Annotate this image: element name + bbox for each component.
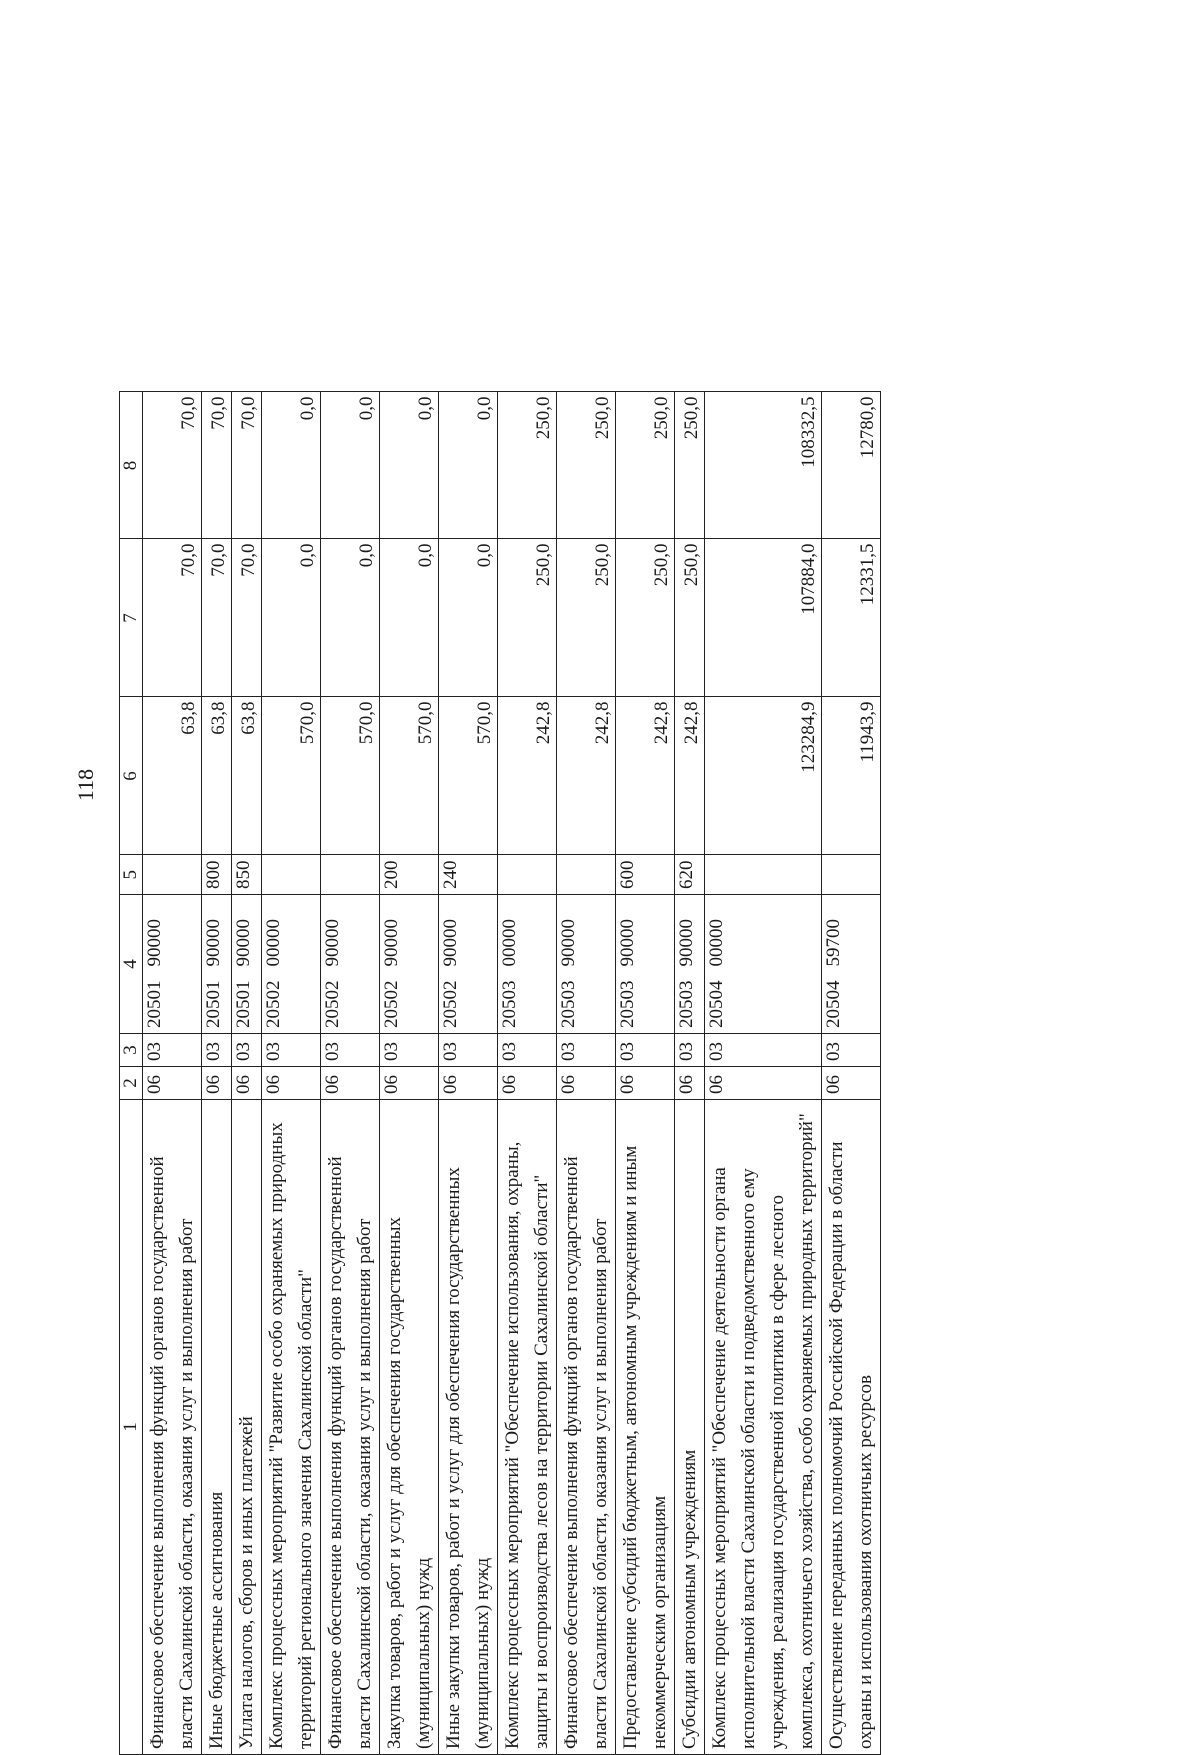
target-article-part-1: 20501 <box>203 981 225 1029</box>
amount-col-6: 242,8 <box>616 697 675 855</box>
amount-col-6: 63,8 <box>232 697 262 855</box>
amount-col-7: 70,0 <box>232 539 262 697</box>
expense-type-code: 800 <box>202 855 232 895</box>
row-description: Комплекс процессных мероприятий "Обеспечение использования, охраны, защиты и воспроизводства лесов на территории Сахалинской области" <box>498 1100 557 1755</box>
target-article-part-2: 90000 <box>203 919 225 967</box>
amount-col-6: 63,8 <box>143 697 202 855</box>
amount-col-8: 70,0 <box>143 392 202 539</box>
table-row <box>232 392 262 1755</box>
row-description: Иные закупки товаров, работ и услуг для обеспечения государственных (муниципальных) нужд <box>439 1100 498 1755</box>
target-article-code <box>380 895 439 1034</box>
amount-col-6: 63,8 <box>202 697 232 855</box>
target-article-part-1: 20502 <box>322 981 344 1029</box>
target-article-code <box>262 895 321 1034</box>
target-article-part-2: 90000 <box>440 919 462 967</box>
target-article-code <box>143 895 202 1034</box>
amount-col-8: 0,0 <box>380 392 439 539</box>
amount-col-6: 570,0 <box>321 697 380 855</box>
page-number: 118 <box>71 765 101 805</box>
row-description: Уплата налогов, сборов и иных платежей <box>232 1100 262 1755</box>
table-row <box>705 392 822 1755</box>
section-code: 06 <box>616 1067 675 1100</box>
header-col-6: 6 <box>120 697 143 855</box>
expense-type-code: 600 <box>616 855 675 895</box>
table-row <box>202 392 232 1755</box>
target-article-part-2: 90000 <box>233 919 255 967</box>
subsection-code: 03 <box>439 1034 498 1067</box>
header-col-7: 7 <box>120 539 143 697</box>
table-row <box>822 392 881 1755</box>
section-code: 06 <box>143 1067 202 1100</box>
amount-col-8: 70,0 <box>232 392 262 539</box>
expense-type-code <box>262 855 321 895</box>
amount-col-7: 12331,5 <box>822 539 881 697</box>
subsection-code: 03 <box>498 1034 557 1067</box>
section-code: 06 <box>232 1067 262 1100</box>
amount-col-8: 108332,5 <box>705 392 822 539</box>
amount-col-7: 107884,0 <box>705 539 822 697</box>
budget-table <box>119 392 881 1755</box>
subsection-code: 03 <box>822 1034 881 1067</box>
expense-type-code: 620 <box>675 855 705 895</box>
amount-col-7: 0,0 <box>439 539 498 697</box>
target-article-code <box>616 895 675 1034</box>
target-article-part-1: 20502 <box>440 981 462 1029</box>
section-code: 06 <box>321 1067 380 1100</box>
header-col-8: 8 <box>120 392 143 539</box>
amount-col-7: 250,0 <box>675 539 705 697</box>
table-row <box>262 392 321 1755</box>
target-article-code <box>202 895 232 1034</box>
subsection-code: 03 <box>232 1034 262 1067</box>
expense-type-code <box>557 855 616 895</box>
amount-col-8: 0,0 <box>262 392 321 539</box>
amount-col-7: 0,0 <box>380 539 439 697</box>
table-row <box>380 392 439 1755</box>
amount-col-8: 250,0 <box>498 392 557 539</box>
header-col-1: 1 <box>120 1100 143 1755</box>
amount-col-8: 250,0 <box>557 392 616 539</box>
target-article-part-2: 90000 <box>144 919 166 967</box>
target-article-part-2: 59700 <box>823 919 845 967</box>
target-article-code <box>675 895 705 1034</box>
amount-col-6: 570,0 <box>262 697 321 855</box>
expense-type-code <box>822 855 881 895</box>
target-article-code <box>498 895 557 1034</box>
section-code: 06 <box>262 1067 321 1100</box>
expense-type-code <box>321 855 380 895</box>
expense-type-code <box>705 855 822 895</box>
target-article-part-1: 20504 <box>823 981 845 1029</box>
amount-col-8: 250,0 <box>675 392 705 539</box>
section-code: 06 <box>380 1067 439 1100</box>
row-description: Комплекс процессных мероприятий "Обеспечение деятельности органа исполнительной власти Сахалинской области и подведомственного ему учреждения, реализация государственной политики в сфере лесного комплекса, охотничьего хозяйства, особо охраняемых природных территорий" <box>705 1100 822 1755</box>
row-description: Осуществление переданных полномочий Российской Федерации в области охраны и использования охотничьих ресурсов <box>822 1100 881 1755</box>
expense-type-code <box>143 855 202 895</box>
amount-col-6: 570,0 <box>380 697 439 855</box>
section-code: 06 <box>202 1067 232 1100</box>
target-article-part-2: 90000 <box>617 919 639 967</box>
amount-col-6: 242,8 <box>557 697 616 855</box>
section-code: 06 <box>439 1067 498 1100</box>
target-article-part-2: 00000 <box>706 919 728 967</box>
table-row <box>143 392 202 1755</box>
table-header-row <box>120 392 143 1755</box>
table-row <box>498 392 557 1755</box>
table-row <box>616 392 675 1755</box>
amount-col-7: 250,0 <box>498 539 557 697</box>
subsection-code: 03 <box>557 1034 616 1067</box>
subsection-code: 03 <box>262 1034 321 1067</box>
section-code: 06 <box>822 1067 881 1100</box>
target-article-part-2: 00000 <box>499 919 521 967</box>
amount-col-6: 123284,9 <box>705 697 822 855</box>
target-article-code <box>705 895 822 1034</box>
row-description: Комплекс процессных мероприятий "Развитие особо охраняемых природных территорий регионального значения Сахалинской области" <box>262 1100 321 1755</box>
target-article-part-1: 20503 <box>499 981 521 1029</box>
row-description: Закупка товаров, работ и услуг для обеспечения государственных (муниципальных) нужд <box>380 1100 439 1755</box>
amount-col-6: 242,8 <box>498 697 557 855</box>
amount-col-6: 570,0 <box>439 697 498 855</box>
target-article-part-2: 00000 <box>263 919 285 967</box>
target-article-code <box>321 895 380 1034</box>
row-description: Субсидии автономным учреждениям <box>675 1100 705 1755</box>
expense-type-code: 200 <box>380 855 439 895</box>
amount-col-7: 0,0 <box>321 539 380 697</box>
table-row <box>321 392 380 1755</box>
table-row <box>675 392 705 1755</box>
target-article-part-1: 20503 <box>676 981 698 1029</box>
amount-col-8: 0,0 <box>321 392 380 539</box>
expense-type-code: 240 <box>439 855 498 895</box>
amount-col-7: 70,0 <box>143 539 202 697</box>
header-col-5: 5 <box>120 855 143 895</box>
amount-col-8: 70,0 <box>202 392 232 539</box>
subsection-code: 03 <box>616 1034 675 1067</box>
section-code: 06 <box>675 1067 705 1100</box>
amount-col-7: 250,0 <box>557 539 616 697</box>
amount-col-8: 12780,0 <box>822 392 881 539</box>
target-article-code <box>232 895 262 1034</box>
target-article-part-1: 20502 <box>263 981 285 1029</box>
row-description: Иные бюджетные ассигнования <box>202 1100 232 1755</box>
table-row <box>557 392 616 1755</box>
target-article-part-2: 90000 <box>381 919 403 967</box>
section-code: 06 <box>557 1067 616 1100</box>
target-article-part-1: 20501 <box>144 981 166 1029</box>
header-col-4: 4 <box>120 895 143 1034</box>
row-description: Финансовое обеспечение выполнения функций органов государственной власти Сахалинской области, оказания услуг и выполнения работ <box>557 1100 616 1755</box>
row-description: Финансовое обеспечение выполнения функций органов государственной власти Сахалинской области, оказания услуг и выполнения работ <box>321 1100 380 1755</box>
target-article-part-2: 90000 <box>322 919 344 967</box>
target-article-part-1: 20502 <box>381 981 403 1029</box>
target-article-part-2: 90000 <box>676 919 698 967</box>
section-code: 06 <box>498 1067 557 1100</box>
target-article-part-1: 20503 <box>617 981 639 1029</box>
expense-type-code <box>498 855 557 895</box>
row-description: Финансовое обеспечение выполнения функций органов государственной власти Сахалинской области, оказания услуг и выполнения работ <box>143 1100 202 1755</box>
amount-col-7: 250,0 <box>616 539 675 697</box>
amount-col-8: 250,0 <box>616 392 675 539</box>
amount-col-6: 11943,9 <box>822 697 881 855</box>
rotated-page-content <box>119 35 799 1755</box>
target-article-part-2: 90000 <box>558 919 580 967</box>
target-article-code <box>822 895 881 1034</box>
amount-col-8: 0,0 <box>439 392 498 539</box>
header-col-3: 3 <box>120 1034 143 1067</box>
amount-col-7: 70,0 <box>202 539 232 697</box>
section-code: 06 <box>705 1067 822 1100</box>
subsection-code: 03 <box>705 1034 822 1067</box>
target-article-code <box>439 895 498 1034</box>
subsection-code: 03 <box>321 1034 380 1067</box>
amount-col-6: 242,8 <box>675 697 705 855</box>
target-article-part-1: 20501 <box>233 981 255 1029</box>
target-article-part-1: 20504 <box>706 981 728 1029</box>
amount-col-7: 0,0 <box>262 539 321 697</box>
expense-type-code: 850 <box>232 855 262 895</box>
subsection-code: 03 <box>202 1034 232 1067</box>
row-description: Предоставление субсидий бюджетным, автономным учреждениям и иным некоммерческим организациям <box>616 1100 675 1755</box>
subsection-code: 03 <box>675 1034 705 1067</box>
subsection-code: 03 <box>380 1034 439 1067</box>
header-col-2: 2 <box>120 1067 143 1100</box>
target-article-part-1: 20503 <box>558 981 580 1029</box>
subsection-code: 03 <box>143 1034 202 1067</box>
table-row <box>439 392 498 1755</box>
target-article-code <box>557 895 616 1034</box>
